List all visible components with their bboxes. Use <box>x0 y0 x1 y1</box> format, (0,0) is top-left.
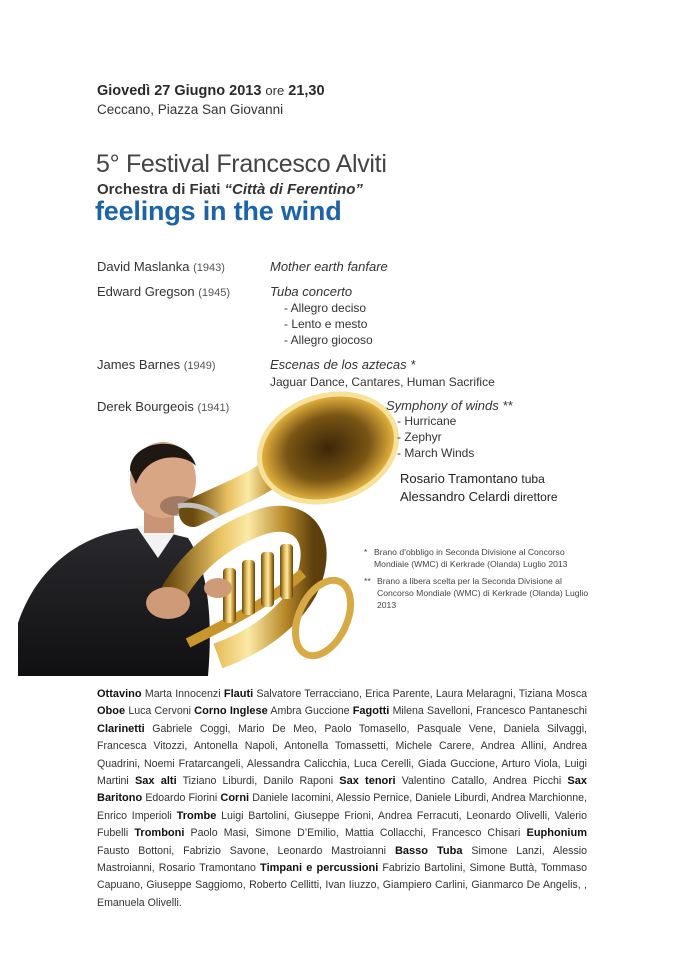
event-venue: Ceccano, Piazza San Giovanni <box>97 102 284 117</box>
roster-players: Valentino Catallo, Andrea Picchi <box>401 775 562 788</box>
roster-players: Milena Savelloni, Francesco Pantaneschi <box>392 705 588 718</box>
footnote-mark: * <box>364 547 368 557</box>
roster-section: Sax tenori <box>339 775 396 788</box>
roster-players: Gabriele Coggi, Mario De Meo, Paolo Tomasello, Pasquale Vene, Daniela Silvaggi, Francesca Vitozzi, Antonella Napoli, Antonella Tomassetti, Michele Carere, Andrea Allini, Andrea Quadrini, Noemi Fratarcangeli, Alessandra Calicchia, Luca Cerelli, Giada Guccione, Arturo Viola, Luigi Martini <box>97 722 587 788</box>
roster-section: Trombe <box>176 809 217 822</box>
roster-section: Sax Baritono <box>97 775 587 805</box>
roster-section: Fagotti <box>352 705 390 718</box>
tuba-player-photo <box>18 388 408 676</box>
event-time: 21,30 <box>288 83 325 99</box>
footnote-mark: ** <box>364 576 371 586</box>
program-composer-3 <box>97 357 216 372</box>
roster-section: Corni <box>220 792 250 805</box>
conductor <box>400 488 558 506</box>
program-work-2: Tuba concerto <box>270 284 353 299</box>
composer-name: James Barnes <box>97 357 181 372</box>
program-work-3: Escenas de los aztecas * <box>270 357 416 372</box>
orchestra-roster <box>97 686 587 912</box>
event-date-line <box>97 82 325 100</box>
movement: - Allegro deciso <box>284 301 367 315</box>
performer-name: Alessandro Celardi <box>400 489 510 504</box>
movement: - Hurricane <box>397 414 457 428</box>
footnote-text: Brano a libera scelta per la Seconda Divisione al Concorso Mondiale (WMC) di Kerkrade (Olanda) Luglio 2013 <box>377 576 589 610</box>
concert-headline: feelings in the wind <box>95 196 342 226</box>
roster-players: Fausto Bottoni, Fabrizio Savone, Leonardo Mastroianni <box>97 844 387 857</box>
composer-year: (1943) <box>193 262 225 274</box>
roster-section: Timpani e percussioni <box>260 862 379 875</box>
event-date: Giovedì 27 Giugno 2013 <box>97 83 262 99</box>
roster-section: Oboe <box>97 705 126 718</box>
roster-players: Tiziano Liburdi, Danilo Raponi <box>182 775 334 788</box>
orchestra-city: “Città di Ferentino” <box>224 181 363 198</box>
roster-section: Tromboni <box>134 827 185 840</box>
roster-players: Daniele Iacomini, Alessio Pernice, Daniele Liburdi, Andrea Marchionne, Enrico Imperioli <box>97 792 587 822</box>
movement: - March Winds <box>397 446 475 460</box>
movement: Jaguar Dance, Cantares, Human Sacrifice <box>270 375 495 389</box>
roster-section: Euphonium <box>526 827 587 840</box>
program-work-4: Symphony of winds ** <box>386 398 513 413</box>
roster-section: Clarinetti <box>97 722 145 735</box>
composer-year: (1945) <box>198 287 230 299</box>
event-header <box>97 82 325 119</box>
roster-players: Paolo Masi, Simone D’Emilio, Mattia Collacchi, Francesco Chisari <box>190 827 521 840</box>
roster-players: Marta Innocenzi <box>144 688 221 700</box>
footnote <box>364 546 594 570</box>
composer-year: (1941) <box>197 402 230 414</box>
festival-title: 5° Festival Francesco Alviti <box>96 150 387 178</box>
footnote <box>364 575 594 611</box>
roster-section: Basso Tuba <box>394 844 463 857</box>
roster-section: Flauti <box>223 688 254 700</box>
performer-name: Rosario Tramontano <box>400 471 518 486</box>
roster-players: Luca Cervoni <box>128 705 191 718</box>
composer-name: David Maslanka <box>97 259 190 274</box>
composer-name: Derek Bourgeois <box>97 399 194 414</box>
footnote-text: Brano d’obbligo in Seconda Divisione al Concorso Mondiale (WMC) di Kerkrade (Olanda) Luglio 2013 <box>374 547 568 569</box>
program-work-1: Mother earth fanfare <box>270 259 388 274</box>
roster-section: Corno Inglese <box>194 705 268 718</box>
performers <box>400 470 558 506</box>
composer-name: Edward Gregson <box>97 284 195 299</box>
program-composer-1 <box>97 259 225 274</box>
roster-players: Luigi Bartolini, Giuseppe Frioni, Andrea Ferracuti, Leonardo Olivelli, Valerio Fubelli <box>97 809 587 840</box>
roster-players: Salvatore Terracciano, Erica Parente, Laura Melaragni, Tiziana Mosca <box>256 688 588 700</box>
movement: - Lento e mesto <box>284 317 368 331</box>
composer-year: (1949) <box>183 360 216 372</box>
orchestra-prefix: Orchestra di Fiati <box>97 181 225 198</box>
performer-role: tuba <box>521 472 545 486</box>
event-time-prefix: ore <box>265 83 285 98</box>
footnotes <box>364 546 594 616</box>
performer-role: direttore <box>513 490 558 504</box>
roster-section: Ottavino <box>97 688 142 700</box>
program-composer-2 <box>97 284 230 299</box>
roster-players: Edoardo Fiorini <box>145 792 218 805</box>
roster-players: Ambra Guccione <box>270 705 350 718</box>
movement: - Zephyr <box>397 430 442 444</box>
soloist <box>400 470 558 488</box>
roster-section: Sax alti <box>134 775 177 788</box>
roster-players: Simone Lanzi, Alessio Mastroianni, Rosario Tramontano <box>97 844 588 875</box>
roster-players: Fabrizio Bartolini, Simone Buttà, Tommaso Capuano, Giuseppe Saggiomo, Roberto Cellitti, Ivan Iiuzzo, Giampiero Carlini, Gianmarco De Angelis, , Emanuela Olivelli. <box>97 862 588 909</box>
movement: - Allegro giocoso <box>284 333 373 347</box>
